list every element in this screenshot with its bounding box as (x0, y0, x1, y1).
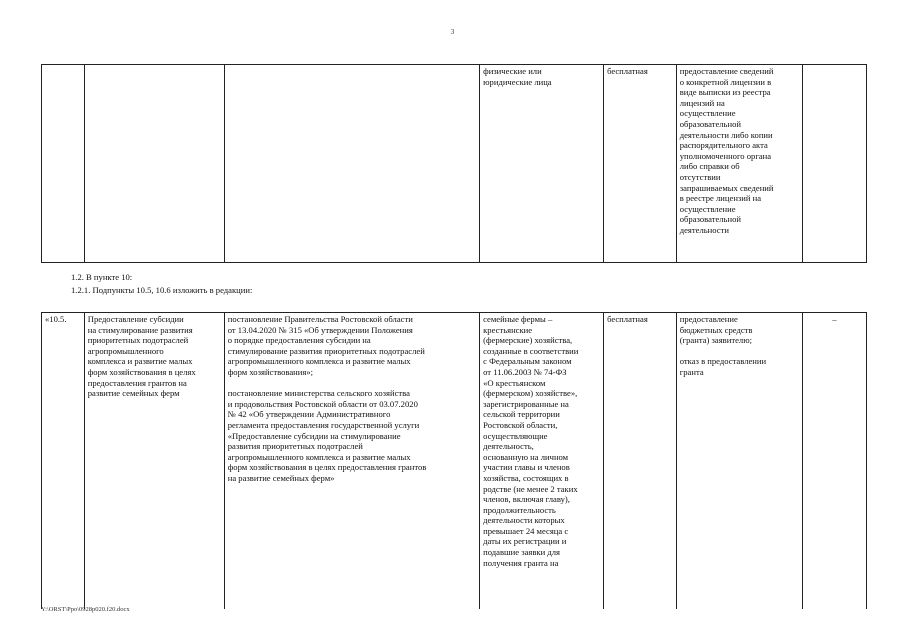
file-path-footer: Y:\ORST\Ppo\0928p020.f20.docx (41, 606, 130, 613)
table-cell-recipients: семейные фермы – крестьянские (фермерские) хозяйства, созданные в соответствии с Федеральным законом от 11.06.2003 № 74-ФЗ «О крестьянском (фермерском) хозяйстве», зарегистрированные на сельской территории Ростовской области, осуществляющие деятельность, основанную на личном участии главы и членов хозяйства, состоящих в родстве (не менее 2 таких членов, включая главу), продолжительность деятельности которых превышает 24 месяца с даты их регистрации и подавшие заявки для получения гранта на (480, 313, 604, 609)
page-number: 3 (450, 28, 455, 36)
table-cell-result: предоставление сведений о конкретной лицензии в виде выписки из реестра лицензий на осуществление образовательной деятельности либо копии распорядительного акта уполномоченного органа либо справки об отсутствии запрашиваемых сведений в реестре лицензий на осуществление образовательной деятельности (676, 65, 802, 263)
table-cell-result: предоставление бюджетных средств (гранта) заявителю; отказ в предоставлении гранта (676, 313, 802, 609)
table-cell-service (84, 65, 224, 263)
table-cell-legal-basis: постановление Правительства Ростовской области от 13.04.2020 № 315 «Об утверждении Положения о порядке предоставления субсидии на стимулирование развития приоритетных подотраслей агропромышленного комплекса и развитие малых форм хозяйствования»; постановление министерства сельского хозяйства и продовольствия Ростовской области от 03.07.2020 № 42 «Об утверждении Административного регламента предоставления государственной услуги «Предоставление субсидии на стимулирование развития приоритетных подотраслей агропромышленного комплекса и развитие малых форм хозяйствования в целях предоставления грантов на развитие семейных ферм» (224, 313, 479, 609)
continued-services-table (41, 64, 867, 263)
table-cell-extra: – (802, 313, 866, 609)
table-cell-cost: бесплатная (604, 65, 677, 263)
table-row (42, 313, 867, 609)
table-cell-extra (802, 65, 866, 263)
table-cell-number: «10.5. (42, 313, 85, 609)
table-cell-legal-basis (224, 65, 479, 263)
amended-services-table (41, 312, 867, 609)
table-cell-number (42, 65, 85, 263)
amendment-note-1-2-1: 1.2.1. Подпункты 10.5, 10.6 изложить в редакции: (71, 285, 253, 295)
table-cell-recipients: физические или юридические лица (480, 65, 604, 263)
table-cell-cost: бесплатная (604, 313, 677, 609)
table-cell-service: Предоставление субсидии на стимулирование развития приоритетных подотраслей агропромышленного комплекса и развитие малых форм хозяйствования в целях предоставления грантов на развитие семейных ферм (84, 313, 224, 609)
amendment-note-1-2: 1.2. В пункте 10: (71, 272, 133, 282)
table-row (42, 65, 867, 263)
